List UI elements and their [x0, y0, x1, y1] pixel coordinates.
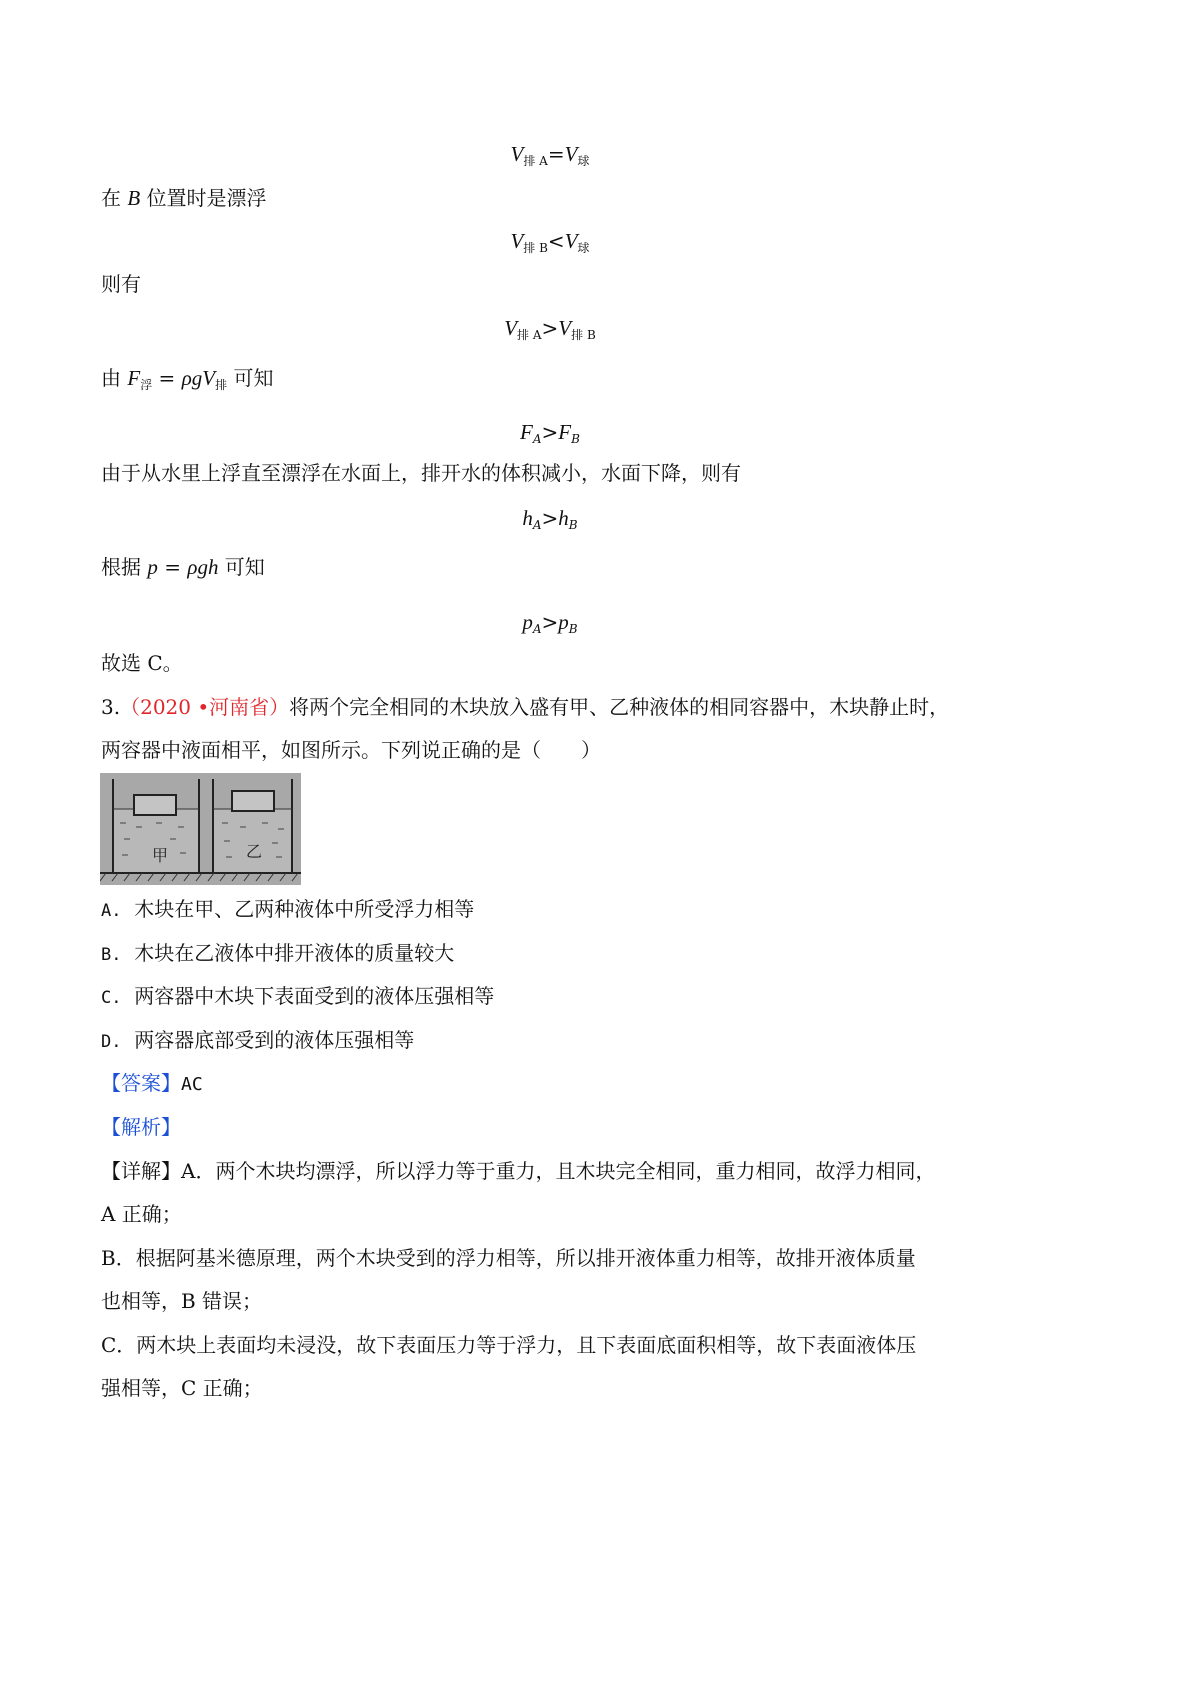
var: F — [520, 420, 533, 444]
label-yi: 乙 — [246, 842, 263, 861]
option-text: 木块在乙液体中排开液体的质量较大 — [134, 941, 455, 965]
text-water-level: 由于从水里上浮直至漂浮在水面上，排开水的体积减小，水面下降，则有 — [101, 461, 741, 485]
text-choose: 故选 C。 — [101, 651, 183, 675]
sub: 排 A — [517, 328, 542, 342]
text: 可知 — [218, 555, 265, 579]
text: 在 — [101, 186, 128, 210]
var-rho: ρ — [181, 366, 192, 390]
sub: A — [532, 518, 542, 532]
question-number: 3. — [101, 695, 121, 719]
sub: A — [532, 432, 542, 446]
option-d — [101, 1028, 414, 1054]
detail-c-line2: 强相等，C 正确； — [101, 1376, 263, 1400]
var: h — [522, 506, 533, 530]
text: 可知 — [227, 366, 274, 390]
formula-vB-lt-vball — [0, 229, 1100, 260]
var-g: g — [191, 366, 203, 390]
sub: B — [568, 622, 578, 636]
sub: 浮 — [140, 378, 153, 392]
option-letter: A. — [101, 901, 122, 921]
var-p: p — [147, 555, 158, 579]
question-3-line1 — [101, 695, 949, 719]
op: > — [541, 316, 559, 340]
formula-fA-gt-fB — [0, 420, 1100, 451]
sub: 球 — [577, 154, 590, 168]
label-jia: 甲 — [152, 846, 169, 865]
wood-block-right — [232, 791, 274, 811]
option-text: 两容器底部受到的液体压强相等 — [134, 1028, 415, 1052]
var-v: V — [564, 142, 578, 166]
formula-vA-eq-vball — [0, 142, 1100, 173]
sub: 球 — [577, 241, 590, 255]
text-then: 则有 — [101, 272, 141, 296]
var-h: h — [207, 555, 219, 579]
text-buoyancy-formula — [101, 366, 273, 397]
var-rho: ρ — [187, 555, 198, 579]
formula-pA-gt-pB — [0, 610, 1100, 641]
detail-c-line1: C．两木块上表面均未浸没，故下表面压力等于浮力，且下表面底面积相等，故下表面液体压 — [101, 1333, 917, 1357]
var-g: g — [197, 555, 208, 579]
option-letter: B. — [101, 945, 122, 965]
sub: 排 B — [523, 241, 548, 255]
var: p — [558, 610, 569, 634]
op: > — [541, 506, 559, 530]
text-pressure-formula — [101, 555, 265, 579]
question-text: 将两个完全相同的木块放入盛有甲、乙种液体的相同容器中，木块静止时， — [289, 695, 950, 719]
var-f: F — [127, 366, 141, 390]
sub: A — [532, 622, 542, 636]
answer-label: 【答案】 — [101, 1071, 181, 1095]
var-v: V — [564, 229, 578, 253]
op: < — [547, 229, 565, 253]
op: > — [541, 610, 559, 634]
op: = — [152, 366, 182, 390]
var-v: V — [510, 142, 524, 166]
option-text: 木块在甲、乙两种液体中所受浮力相等 — [134, 897, 475, 921]
option-a — [101, 897, 474, 923]
sub: 排 B — [571, 328, 596, 342]
var-v: V — [510, 229, 524, 253]
op: = — [547, 142, 565, 166]
sub: B — [568, 518, 578, 532]
answer-line — [101, 1071, 203, 1097]
analysis-label-text: 【解析】 — [101, 1115, 181, 1139]
option-letter: D. — [101, 1032, 122, 1052]
op: > — [541, 420, 559, 444]
detail-b-line2: 也相等，B 错误； — [101, 1289, 263, 1313]
detail-label: 【详解】 — [101, 1159, 181, 1183]
option-text: 两容器中木块下表面受到的液体压强相等 — [134, 984, 495, 1008]
detail-b-line1: B．根据阿基米德原理，两个木块受到的浮力相等，所以排开液体重力相等，故排开液体质量 — [101, 1246, 916, 1270]
analysis-label — [101, 1115, 181, 1139]
sub: 排 A — [523, 154, 548, 168]
var-v: V — [202, 366, 216, 390]
text: 位置时是漂浮 — [140, 186, 267, 210]
detail-a-line1 — [101, 1159, 935, 1183]
var: p — [522, 610, 533, 634]
option-letter: C. — [101, 988, 122, 1008]
answer-value: AC — [181, 1074, 203, 1095]
var: h — [558, 506, 569, 530]
option-c — [101, 984, 494, 1010]
text: 由 — [101, 366, 128, 390]
var-v: V — [558, 316, 572, 340]
var: F — [558, 420, 572, 444]
question-3-line2: 两容器中液面相平，如图所示。下列说正确的是（ ） — [101, 738, 601, 762]
var-b: B — [127, 186, 141, 210]
formula-hA-gt-hB — [0, 506, 1100, 537]
sub: 排 — [215, 378, 228, 392]
detail-text: A．两个木块均漂浮，所以浮力等于重力，且木块完全相同，重力相同，故浮力相同， — [181, 1159, 936, 1183]
formula-vA-gt-vB — [0, 316, 1100, 347]
var-v: V — [504, 316, 518, 340]
text-b-floating — [101, 186, 267, 210]
detail-a-line2: A 正确； — [101, 1202, 182, 1226]
text: 根据 — [101, 555, 148, 579]
wood-block-left — [134, 795, 176, 815]
option-b — [101, 941, 454, 967]
containers-figure — [100, 773, 301, 885]
sub: B — [571, 432, 580, 446]
question-source: （2020 •河南省） — [120, 695, 290, 719]
op: = — [157, 555, 188, 579]
